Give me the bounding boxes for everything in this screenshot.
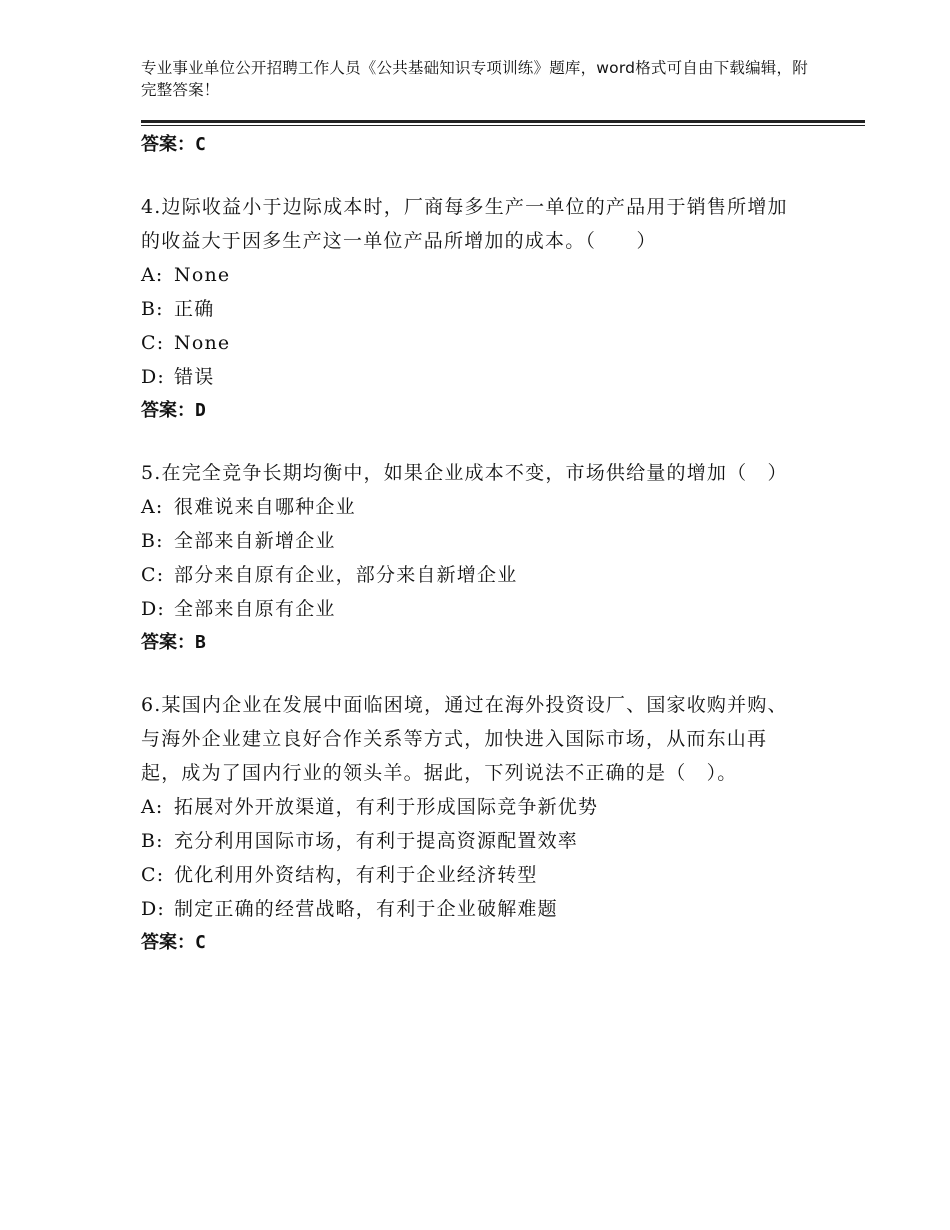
option-letter: A:: [141, 496, 164, 518]
option-a: [141, 490, 801, 524]
option-d: [141, 592, 801, 626]
option-letter: B:: [141, 530, 164, 552]
option-text: 部分来自原有企业，部分来自新增企业: [174, 564, 518, 586]
option-c: [141, 326, 801, 360]
option-letter: D:: [141, 366, 166, 388]
option-d: [141, 892, 801, 926]
header-rule-thin: [141, 125, 865, 126]
option-letter: A:: [141, 796, 164, 818]
option-letter: C:: [141, 332, 165, 354]
option-letter: C:: [141, 564, 165, 586]
question-text: 6.某国内企业在发展中面临困境，通过在海外投资设厂、国家收购并购、与海外企业建立良好合作关系等方式，加快进入国际市场，从而东山再起，成为了国内行业的领头羊。据此，下列说法不正确的是（ ）。: [141, 694, 788, 784]
option-b: [141, 824, 801, 858]
answer-label: 答案：C: [141, 134, 206, 155]
option-text: 全部来自原有企业: [174, 598, 336, 620]
option-text: 全部来自新增企业: [174, 530, 336, 552]
question-list: [141, 128, 801, 960]
option-text: 很难说来自哪种企业: [174, 496, 356, 518]
answer-label: 答案：B: [141, 632, 206, 653]
question-text: 5.在完全竞争长期均衡中，如果企业成本不变，市场供给量的增加（ ）: [141, 462, 788, 484]
answer-label: 答案：D: [141, 400, 206, 421]
option-a: [141, 258, 801, 292]
option-d: [141, 360, 801, 394]
option-b: [141, 292, 801, 326]
question-text: 4.边际收益小于边际成本时，厂商每多生产一单位的产品用于销售所增加的收益大于因多生产这一单位产品所增加的成本。（ ）: [141, 196, 788, 252]
option-letter: D:: [141, 598, 166, 620]
option-text: None: [174, 332, 231, 354]
option-text: 充分利用国际市场，有利于提高资源配置效率: [174, 830, 579, 852]
question-item: [141, 190, 801, 428]
question-item: [141, 688, 801, 960]
option-text: None: [174, 264, 231, 286]
option-letter: A:: [141, 264, 164, 286]
answer-label: 答案：C: [141, 932, 206, 953]
header-rule-thick: [141, 120, 865, 123]
option-letter: C:: [141, 864, 165, 886]
option-b: [141, 524, 801, 558]
option-c: [141, 558, 801, 592]
option-c: [141, 858, 801, 892]
option-letter: B:: [141, 298, 164, 320]
document-header: 专业事业单位公开招聘工作人员《公共基础知识专项训练》题库，word格式可自由下载编辑，附完整答案！: [141, 59, 808, 99]
option-letter: B:: [141, 830, 164, 852]
option-letter: D:: [141, 898, 166, 920]
option-a: [141, 790, 801, 824]
question-item: [141, 456, 801, 660]
option-text: 错误: [174, 366, 215, 388]
option-text: 拓展对外开放渠道，有利于形成国际竞争新优势: [174, 796, 599, 818]
option-text: 优化利用外资结构，有利于企业经济转型: [174, 864, 538, 886]
option-text: 正确: [174, 298, 215, 320]
option-text: 制定正确的经营战略，有利于企业破解难题: [174, 898, 558, 920]
